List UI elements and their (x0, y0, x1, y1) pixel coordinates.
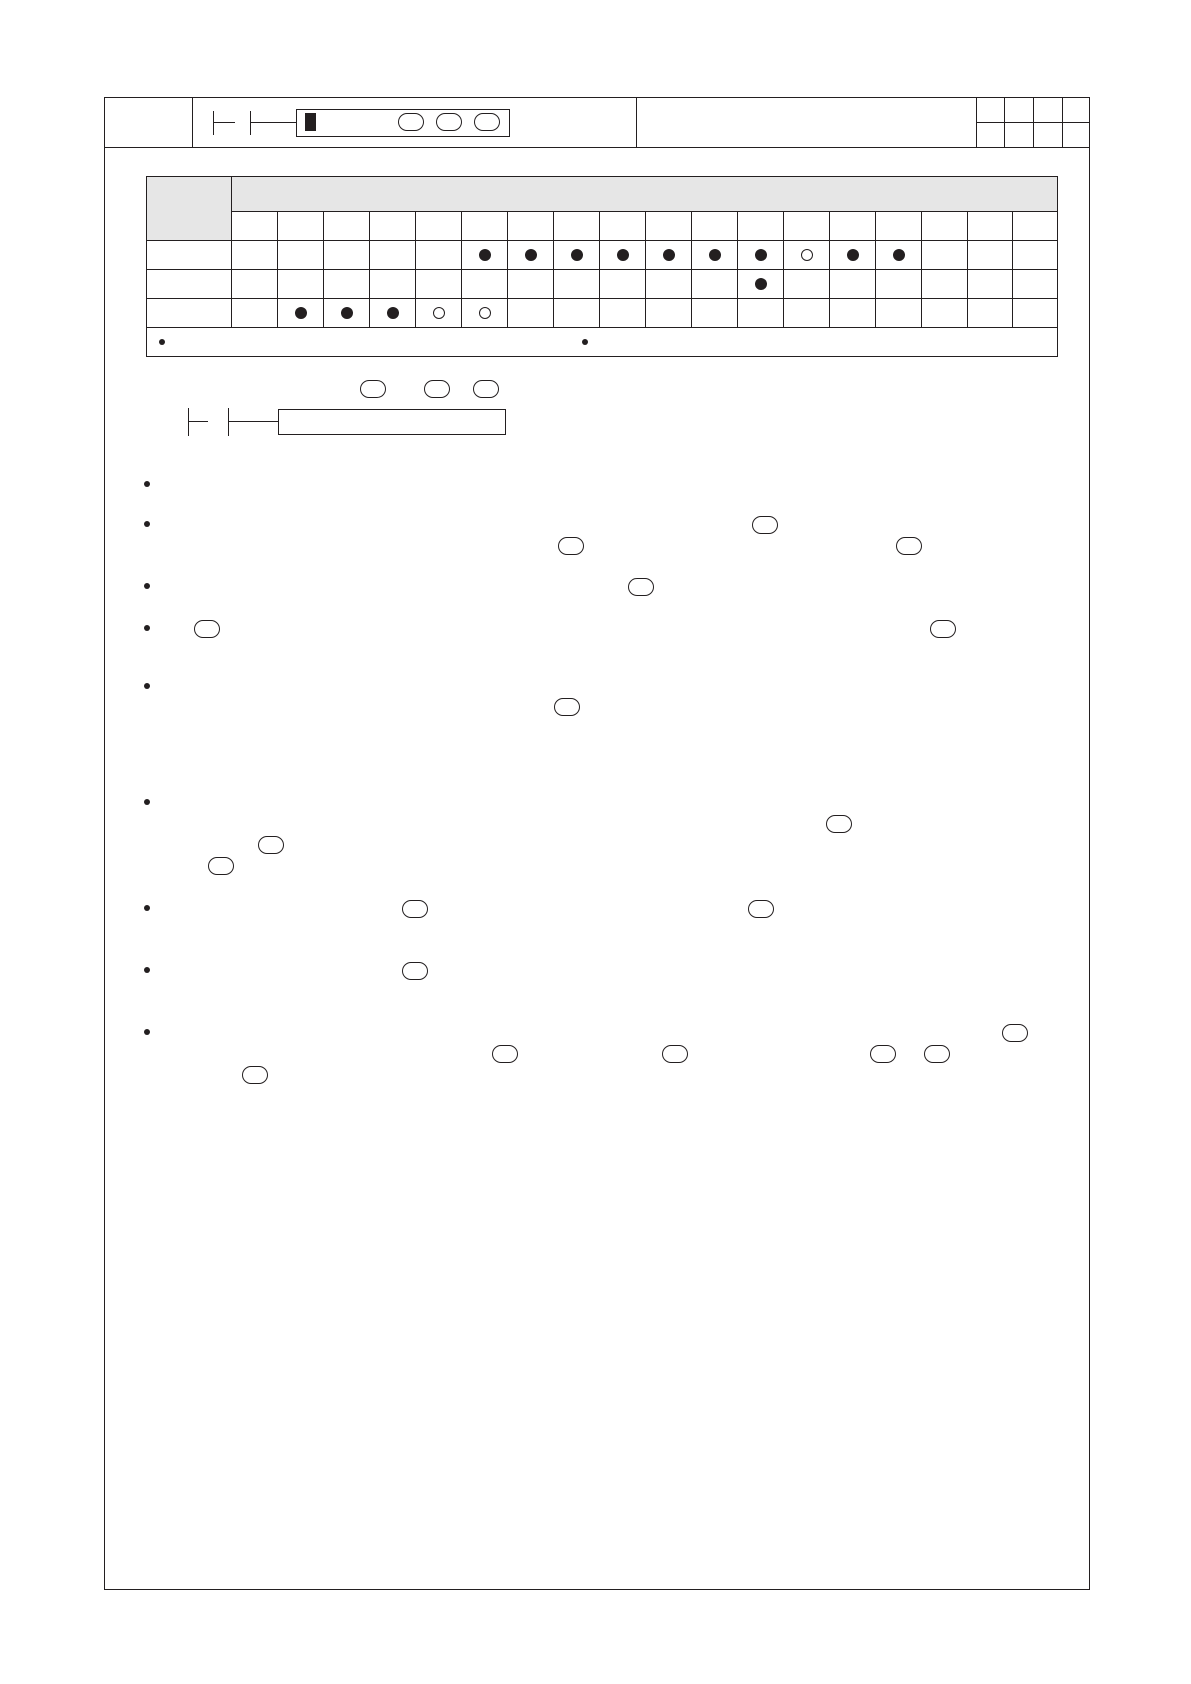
table-header-row (147, 177, 1058, 212)
table-cell (1013, 241, 1058, 270)
table-cell (600, 241, 646, 270)
table-column-header (784, 212, 830, 241)
table-column-row (147, 212, 1058, 241)
header-operand-2 (436, 113, 462, 131)
table-cell (462, 241, 508, 270)
table-cell (232, 241, 278, 270)
table-cell (738, 299, 784, 328)
bullet-6-operand-1 (826, 815, 852, 833)
table-title-cell (232, 177, 1058, 212)
table-cell (278, 299, 324, 328)
filled-dot-icon (663, 249, 675, 261)
table-cell (692, 270, 738, 299)
table-cell (784, 241, 830, 270)
table-footnote-cell (147, 328, 1058, 357)
filled-dot-icon (617, 249, 629, 261)
example-operand-1 (360, 380, 386, 398)
header-divider-2 (636, 97, 637, 147)
example-operand-3 (473, 380, 499, 398)
table-cell (968, 241, 1013, 270)
table-column-header (370, 212, 416, 241)
footnote-bullet-2 (582, 339, 588, 345)
example-operand-2 (424, 380, 450, 398)
filled-dot-icon (341, 307, 353, 319)
table-column-header (876, 212, 922, 241)
bullet-1 (144, 481, 150, 487)
table-column-header (830, 212, 876, 241)
header-operand-3 (474, 113, 500, 131)
filled-dot-icon (755, 249, 767, 261)
bullet-9-operand-1 (1002, 1024, 1028, 1042)
hollow-dot-icon (479, 307, 491, 319)
table-cell (830, 270, 876, 299)
table-cell (876, 270, 922, 299)
table-cell (370, 299, 416, 328)
table-column-header (278, 212, 324, 241)
table-cell (784, 270, 830, 299)
filled-dot-icon (709, 249, 721, 261)
table-cell (922, 241, 968, 270)
table-cell (232, 299, 278, 328)
header-divider-1 (192, 97, 193, 147)
bullet-9-operand-5 (924, 1045, 950, 1063)
table-cell (1013, 270, 1058, 299)
header-bottom-rule (104, 147, 1090, 148)
table-column-header (508, 212, 554, 241)
row-label-cell (147, 299, 232, 328)
header-operand-1 (398, 113, 424, 131)
table-column-header (646, 212, 692, 241)
bullet-3-operand-1 (628, 578, 654, 596)
table-column-header (600, 212, 646, 241)
table-cell (462, 299, 508, 328)
table-cell (508, 241, 554, 270)
table-cell (554, 270, 600, 299)
table-cell (830, 241, 876, 270)
table-cell (324, 270, 370, 299)
table-cell (876, 299, 922, 328)
table-cell (600, 299, 646, 328)
table-cell (738, 241, 784, 270)
filled-dot-icon (571, 249, 583, 261)
filled-dot-icon (295, 307, 307, 319)
bullet-4-operand-2 (930, 620, 956, 638)
table-column-header (462, 212, 508, 241)
bullet-6-operand-2 (258, 836, 284, 854)
table-cell (922, 299, 968, 328)
table-column-header (968, 212, 1013, 241)
bullet-9-operand-3 (662, 1045, 688, 1063)
bullet-2-operand-1 (752, 516, 778, 534)
bullet-4-operand-1 (194, 620, 220, 638)
table-cell (462, 270, 508, 299)
table-cell (692, 241, 738, 270)
table-cell (968, 270, 1013, 299)
table-cell (416, 299, 462, 328)
table-cell (600, 270, 646, 299)
table-cell (738, 270, 784, 299)
bullet-3 (144, 583, 150, 589)
table-cell (324, 241, 370, 270)
bullet-7 (144, 905, 150, 911)
table-column-header (692, 212, 738, 241)
filled-dot-icon (479, 249, 491, 261)
table-row (147, 299, 1058, 328)
table-row (147, 270, 1058, 299)
bullet-2-operand-3 (896, 537, 922, 555)
table-cell (370, 270, 416, 299)
table-footnote-row (147, 328, 1058, 357)
filled-dot-icon (525, 249, 537, 261)
table-column-header (416, 212, 462, 241)
bullet-9-operand-4 (870, 1045, 896, 1063)
table-cell (416, 270, 462, 299)
hollow-dot-icon (801, 249, 813, 261)
bullet-6 (144, 799, 150, 805)
table-row (147, 241, 1058, 270)
hollow-dot-icon (433, 307, 445, 319)
bullet-8-operand-1 (402, 962, 428, 980)
bullet-2-operand-2 (558, 537, 584, 555)
filled-dot-icon (847, 249, 859, 261)
bullet-5 (144, 683, 150, 689)
table-cell (278, 241, 324, 270)
bullet-8 (144, 967, 150, 973)
table-cell (922, 270, 968, 299)
table-cell (784, 299, 830, 328)
table-cell (416, 241, 462, 270)
table-cell (278, 270, 324, 299)
table-column-header (738, 212, 784, 241)
table-cell (232, 270, 278, 299)
table-cell (646, 299, 692, 328)
table-cell (968, 299, 1013, 328)
table-cell (508, 270, 554, 299)
bullet-7-operand-2 (748, 900, 774, 918)
bullet-9-operand-6 (242, 1066, 268, 1084)
table-cell (830, 299, 876, 328)
bullet-4 (144, 625, 150, 631)
bullet-5-operand-1 (554, 698, 580, 716)
table-cell (508, 299, 554, 328)
table-cell (370, 241, 416, 270)
bullet-6-operand-3 (208, 857, 234, 875)
cursor-block-icon (305, 113, 316, 131)
bullet-9 (144, 1029, 150, 1035)
table-cell (1013, 299, 1058, 328)
filled-dot-icon (755, 278, 767, 290)
table-cell (554, 241, 600, 270)
device-table (146, 176, 1058, 357)
table-corner-cell (147, 177, 232, 241)
row-label-cell (147, 241, 232, 270)
table-cell (554, 299, 600, 328)
filled-dot-icon (893, 249, 905, 261)
table-cell (646, 270, 692, 299)
table-cell (646, 241, 692, 270)
table-cell (324, 299, 370, 328)
table-column-header (922, 212, 968, 241)
bullet-7-operand-1 (402, 900, 428, 918)
bullet-9-operand-2 (492, 1045, 518, 1063)
table-column-header (232, 212, 278, 241)
table-column-header (1013, 212, 1058, 241)
row-label-cell (147, 270, 232, 299)
filled-dot-icon (387, 307, 399, 319)
example-instruction-box (278, 409, 506, 435)
table-cell (692, 299, 738, 328)
table-column-header (554, 212, 600, 241)
footnote-bullet-1 (159, 339, 165, 345)
bullet-2 (144, 521, 150, 527)
table-cell (876, 241, 922, 270)
table-column-header (324, 212, 370, 241)
